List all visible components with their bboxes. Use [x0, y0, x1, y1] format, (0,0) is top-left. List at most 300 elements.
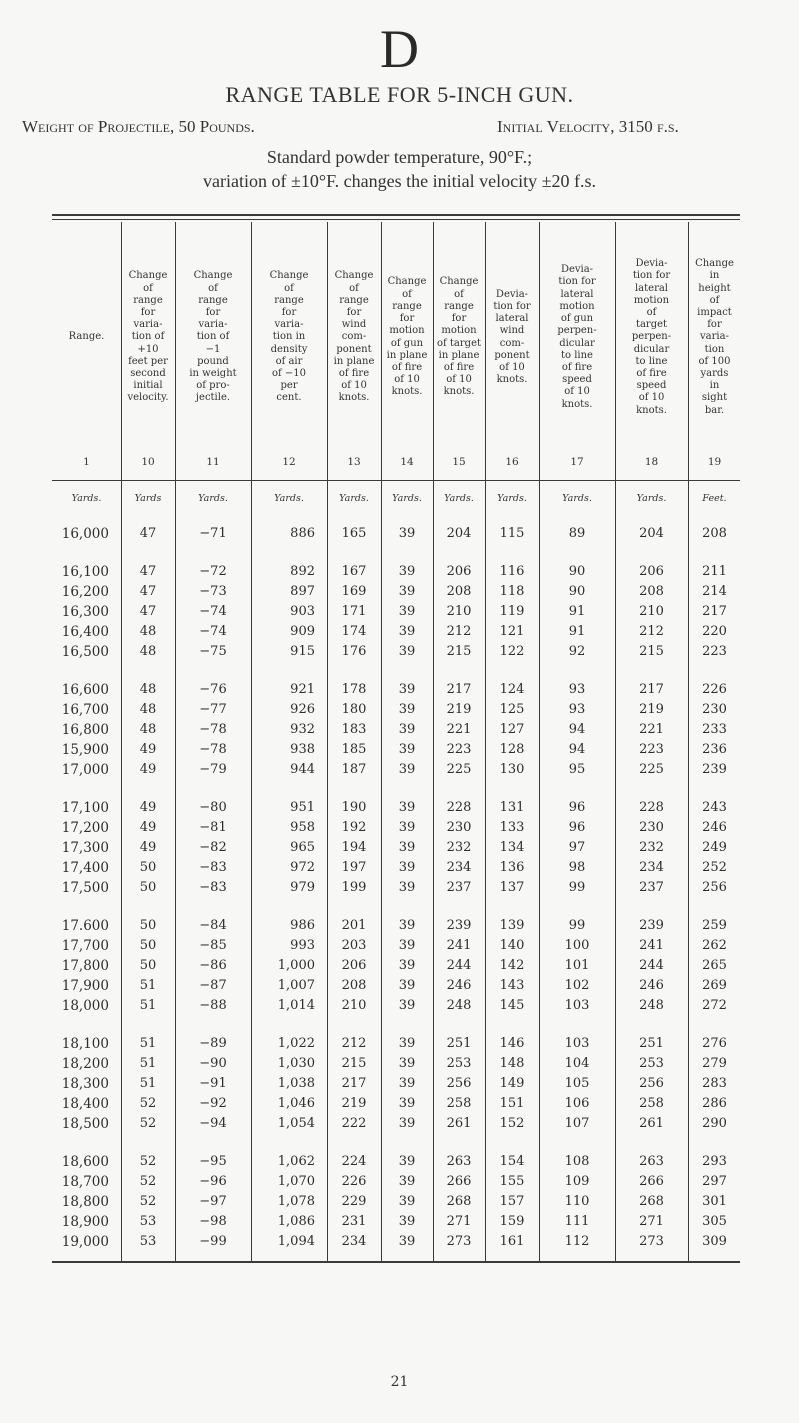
- table-cell: −78: [199, 742, 227, 757]
- column-number: 19: [707, 456, 722, 468]
- table-cell: 39: [398, 722, 416, 737]
- table-cell: 972: [290, 860, 315, 875]
- table-cell: 183: [341, 722, 367, 737]
- table-cell: 203: [341, 938, 367, 953]
- range-cell: 18,000: [61, 998, 109, 1014]
- table-cell: 47: [139, 526, 157, 541]
- velocity-variation-note: variation of ±10°F. changes the initial velocity ±20 f.s.: [203, 171, 596, 191]
- range-cell: 16,000: [61, 526, 109, 542]
- column-number: 12: [282, 456, 296, 468]
- range-cell: 16,700: [61, 702, 109, 718]
- table-cell: 99: [568, 880, 586, 895]
- table-cell: 271: [446, 1214, 472, 1229]
- table-cell: 90: [568, 584, 586, 599]
- table-cell: 122: [499, 644, 525, 659]
- column-header: Change of range for motion of target in plane of fire of 10 knots.: [437, 276, 481, 398]
- table-cell: 47: [139, 564, 157, 579]
- table-cell: 309: [702, 1234, 727, 1249]
- table-cell: 145: [499, 998, 525, 1013]
- table-cell: 50: [139, 938, 157, 953]
- table-cell: 39: [398, 1096, 416, 1111]
- range-cell: 18,600: [61, 1154, 109, 1170]
- table-cell: 167: [341, 564, 367, 579]
- table-cell: 261: [639, 1116, 664, 1131]
- table-cell: 39: [398, 1234, 416, 1249]
- table-cell: 125: [499, 702, 525, 717]
- table-cell: 217: [702, 604, 727, 619]
- table-cell: 47: [139, 584, 157, 599]
- table-cell: 1,086: [277, 1214, 315, 1229]
- table-cell: −84: [199, 918, 227, 933]
- table-cell: 208: [702, 526, 727, 541]
- table-cell: 230: [639, 820, 664, 835]
- table-cell: 217: [341, 1076, 367, 1091]
- table-cell: 50: [139, 958, 157, 973]
- table-cell: 53: [139, 1214, 157, 1229]
- table-cell: 271: [639, 1214, 664, 1229]
- range-cell: 16,800: [61, 722, 109, 738]
- table-cell: 39: [398, 526, 416, 541]
- table-cell: 94: [568, 722, 586, 737]
- table-cell: 39: [398, 880, 416, 895]
- range-cell: 18,700: [61, 1174, 109, 1190]
- table-cell: 226: [702, 682, 727, 697]
- table-cell: 93: [568, 682, 586, 697]
- table-cell: 151: [499, 1096, 525, 1111]
- table-cell: 886: [290, 526, 315, 541]
- table-cell: 236: [702, 742, 727, 757]
- table-cell: 159: [499, 1214, 525, 1229]
- table-cell: 119: [499, 604, 525, 619]
- table-cell: 234: [341, 1234, 367, 1249]
- table-cell: −97: [199, 1194, 227, 1209]
- table-cell: 234: [639, 860, 664, 875]
- table-cell: −98: [199, 1214, 227, 1229]
- table-cell: 293: [702, 1154, 727, 1169]
- table-cell: 96: [568, 800, 586, 815]
- table-cell: 107: [564, 1116, 590, 1131]
- table-cell: 1,070: [277, 1174, 315, 1189]
- table-cell: 248: [446, 998, 472, 1013]
- table-cell: 979: [290, 880, 315, 895]
- table-cell: 39: [398, 998, 416, 1013]
- table-cell: 39: [398, 978, 416, 993]
- range-cell: 19,000: [61, 1234, 109, 1250]
- table-cell: 251: [446, 1036, 472, 1051]
- column-header: Change in height of impact for varia- tion of 100 yards in sight bar.: [695, 258, 734, 416]
- table-cell: 39: [398, 682, 416, 697]
- table-cell: 266: [639, 1174, 664, 1189]
- table-cell: 108: [564, 1154, 590, 1169]
- range-cell: 18,100: [61, 1036, 109, 1052]
- table-cell: 228: [446, 800, 472, 815]
- range-cell: 18,500: [61, 1116, 109, 1132]
- range-cell: 16,500: [61, 644, 109, 660]
- table-cell: −83: [199, 860, 227, 875]
- table-cell: 283: [702, 1076, 727, 1091]
- table-cell: 51: [139, 1076, 157, 1091]
- table-cell: 256: [702, 880, 727, 895]
- table-cell: 237: [446, 880, 472, 895]
- table-cell: 39: [398, 604, 416, 619]
- table-cell: 48: [139, 702, 157, 717]
- table-cell: 39: [398, 624, 416, 639]
- table-cell: 106: [564, 1096, 590, 1111]
- table-cell: −80: [199, 800, 227, 815]
- table-cell: 261: [446, 1116, 472, 1131]
- table-cell: 143: [499, 978, 525, 993]
- range-cell: 17,500: [61, 880, 109, 896]
- table-cell: 39: [398, 742, 416, 757]
- table-cell: 1,000: [277, 958, 315, 973]
- table-cell: 951: [290, 800, 315, 815]
- column-unit: Yards.: [71, 493, 102, 504]
- table-cell: 51: [139, 978, 157, 993]
- range-cell: 17,900: [61, 978, 109, 994]
- table-cell: 251: [639, 1036, 664, 1051]
- table-cell: 219: [446, 702, 472, 717]
- table-cell: 39: [398, 644, 416, 659]
- table-cell: 220: [702, 624, 727, 639]
- table-cell: 148: [499, 1056, 525, 1071]
- table-cell: 246: [702, 820, 727, 835]
- table-cell: 128: [499, 742, 525, 757]
- table-cell: 39: [398, 1214, 416, 1229]
- table-cell: 49: [139, 800, 157, 815]
- column-unit: Yards.: [636, 493, 667, 504]
- table-cell: 139: [499, 918, 525, 933]
- table-cell: −74: [199, 604, 227, 619]
- table-cell: 154: [499, 1154, 525, 1169]
- table-cell: 909: [290, 624, 315, 639]
- table-cell: −94: [199, 1116, 227, 1131]
- table-cell: 958: [290, 820, 315, 835]
- table-cell: −75: [199, 644, 227, 659]
- table-cell: 215: [341, 1056, 367, 1071]
- table-cell: 100: [564, 938, 590, 953]
- range-cell: 17,700: [61, 938, 109, 954]
- range-cell: 16,200: [61, 584, 109, 600]
- table-cell: 130: [499, 762, 525, 777]
- table-cell: 39: [398, 1154, 416, 1169]
- table-cell: 258: [639, 1096, 664, 1111]
- table-cell: 192: [341, 820, 367, 835]
- table-cell: 237: [639, 880, 664, 895]
- table-cell: 131: [499, 800, 525, 815]
- column-unit: Yards.: [339, 493, 369, 504]
- powder-temperature-note: Standard powder temperature, 90°F.;: [266, 147, 533, 167]
- table-cell: 118: [499, 584, 525, 599]
- column-header: Range.: [68, 331, 105, 343]
- column-number: 18: [644, 456, 659, 468]
- table-cell: 986: [290, 918, 315, 933]
- table-cell: 241: [639, 938, 664, 953]
- range-cell: 18,200: [61, 1056, 109, 1072]
- table-cell: 48: [139, 722, 157, 737]
- table-cell: 215: [446, 644, 472, 659]
- table-cell: 49: [139, 820, 157, 835]
- table-cell: 239: [446, 918, 472, 933]
- column-unit: Feet.: [702, 493, 727, 504]
- table-cell: 214: [702, 584, 727, 599]
- table-cell: −91: [199, 1076, 227, 1091]
- table-cell: 225: [639, 762, 664, 777]
- table-cell: 39: [398, 1036, 416, 1051]
- range-cell: 17,200: [61, 820, 109, 836]
- table-cell: 51: [139, 998, 157, 1013]
- table-cell: −86: [199, 958, 227, 973]
- table-cell: 219: [341, 1096, 367, 1111]
- column-header: Devia- tion for lateral motion of gun perpen- dicular to line of fire speed of 10 knots.: [557, 264, 597, 410]
- table-cell: 263: [446, 1154, 472, 1169]
- table-cell: 253: [446, 1056, 472, 1071]
- table-cell: 201: [341, 918, 367, 933]
- table-cell: 48: [139, 624, 157, 639]
- range-cell: 17,800: [61, 958, 109, 974]
- table-cell: 244: [446, 958, 472, 973]
- table-cell: 180: [341, 702, 367, 717]
- table-cell: 176: [341, 644, 367, 659]
- range-cell: 17.600: [61, 918, 109, 934]
- table-cell: 39: [398, 702, 416, 717]
- table-cell: 301: [702, 1194, 727, 1209]
- table-cell: 102: [564, 978, 590, 993]
- table-cell: 239: [639, 918, 664, 933]
- table-cell: 187: [341, 762, 367, 777]
- table-cell: −82: [199, 840, 227, 855]
- column-header: Change of range for varia- tion of +10 feet per second initial velocity.: [127, 270, 169, 404]
- table-cell: 39: [398, 1174, 416, 1189]
- table-cell: 149: [499, 1076, 525, 1091]
- table-cell: −85: [199, 938, 227, 953]
- table-cell: −74: [199, 624, 227, 639]
- column-number: 13: [347, 456, 361, 468]
- table-cell: 39: [398, 564, 416, 579]
- table-cell: 112: [564, 1234, 590, 1249]
- column-unit: Yards.: [444, 493, 474, 504]
- table-cell: 211: [702, 564, 727, 579]
- table-cell: 52: [139, 1116, 157, 1131]
- table-cell: 109: [564, 1174, 590, 1189]
- table-cell: 140: [499, 938, 525, 953]
- table-cell: 127: [499, 722, 525, 737]
- table-cell: 259: [702, 918, 727, 933]
- table-cell: −77: [199, 702, 227, 717]
- table-cell: 273: [446, 1234, 472, 1249]
- column-unit: Yards: [134, 493, 162, 504]
- table-cell: 256: [639, 1076, 664, 1091]
- table-cell: 39: [398, 1194, 416, 1209]
- table-cell: 1,062: [277, 1154, 315, 1169]
- table-cell: 230: [446, 820, 472, 835]
- table-cell: 892: [290, 564, 315, 579]
- table-cell: 225: [446, 762, 472, 777]
- table-cell: 232: [446, 840, 472, 855]
- table-cell: 1,078: [277, 1194, 315, 1209]
- column-unit: Yards.: [198, 493, 228, 504]
- column-number: 1: [83, 456, 90, 468]
- table-cell: 178: [341, 682, 367, 697]
- table-cell: 252: [702, 860, 727, 875]
- column-number: 11: [206, 456, 220, 468]
- table-cell: 233: [702, 722, 727, 737]
- table-cell: 39: [398, 1056, 416, 1071]
- table-cell: 165: [341, 526, 367, 541]
- table-cell: 197: [341, 860, 367, 875]
- table-cell: 210: [446, 604, 472, 619]
- table-cell: 231: [341, 1214, 367, 1229]
- table-cell: 208: [639, 584, 664, 599]
- table-cell: 222: [341, 1116, 367, 1131]
- table-top-rule-inner: [52, 219, 740, 220]
- table-cell: 142: [499, 958, 525, 973]
- column-unit: Yards.: [274, 493, 304, 504]
- table-cell: 52: [139, 1154, 157, 1169]
- table-cell: 133: [499, 820, 525, 835]
- table-cell: 217: [446, 682, 472, 697]
- table-cell: −87: [199, 978, 227, 993]
- table-cell: 137: [499, 880, 525, 895]
- table-cell: 1,022: [277, 1036, 315, 1051]
- table-bottom-rule: [52, 1261, 740, 1263]
- table-cell: 241: [446, 938, 472, 953]
- column-header: Change of range for wind com- ponent in plane of fire of 10 knots.: [333, 270, 375, 404]
- table-cell: 161: [499, 1234, 525, 1249]
- table-cell: 52: [139, 1096, 157, 1111]
- range-cell: 15,900: [61, 742, 109, 758]
- table-cell: 1,007: [277, 978, 315, 993]
- table-cell: 116: [499, 564, 525, 579]
- table-cell: 276: [702, 1036, 727, 1051]
- table-cell: 91: [568, 604, 586, 619]
- range-cell: 16,400: [61, 624, 109, 640]
- table-cell: 272: [702, 998, 727, 1013]
- table-cell: 39: [398, 860, 416, 875]
- table-cell: 111: [564, 1214, 590, 1229]
- table-cell: 49: [139, 742, 157, 757]
- table-cell: 50: [139, 860, 157, 875]
- page-title: RANGE TABLE FOR 5-INCH GUN.: [225, 82, 574, 107]
- table-cell: −95: [199, 1154, 227, 1169]
- table-cell: 91: [568, 624, 586, 639]
- table-cell: 152: [499, 1116, 525, 1131]
- table-cell: 39: [398, 1076, 416, 1091]
- table-cell: 115: [499, 526, 525, 541]
- table-cell: 39: [398, 800, 416, 815]
- initial-velocity: Initial Velocity, 3150 f.s.: [497, 117, 679, 136]
- table-cell: 171: [341, 604, 367, 619]
- table-cell: 1,030: [277, 1056, 315, 1071]
- table-cell: 932: [290, 722, 315, 737]
- column-unit: Yards.: [562, 493, 592, 504]
- table-cell: 266: [446, 1174, 472, 1189]
- range-cell: 17,400: [61, 860, 109, 876]
- range-cell: 18,900: [61, 1214, 109, 1230]
- appendix-letter: D: [380, 19, 419, 79]
- column-number: 14: [400, 456, 414, 468]
- table-cell: 53: [139, 1234, 157, 1249]
- table-cell: 1,046: [277, 1096, 315, 1111]
- table-cell: 39: [398, 820, 416, 835]
- column-header: Change of range for varia- tion in density of air of −10 per cent.: [269, 270, 309, 404]
- table-cell: 965: [290, 840, 315, 855]
- table-cell: 39: [398, 918, 416, 933]
- table-cell: −78: [199, 722, 227, 737]
- table-cell: 155: [499, 1174, 525, 1189]
- table-cell: 39: [398, 840, 416, 855]
- table-cell: 269: [702, 978, 727, 993]
- projectile-weight: Weight of Projectile, 50 Pounds.: [22, 117, 255, 136]
- table-cell: 90: [568, 564, 586, 579]
- table-cell: 253: [639, 1056, 664, 1071]
- table-cell: 268: [446, 1194, 472, 1209]
- column-number: 17: [570, 456, 584, 468]
- table-cell: −71: [199, 526, 227, 541]
- column-header: Change of range for varia- tion of −1 pound in weight of pro- jectile.: [189, 270, 237, 404]
- range-cell: 18,400: [61, 1096, 109, 1112]
- table-cell: 52: [139, 1194, 157, 1209]
- table-cell: 99: [568, 918, 586, 933]
- table-cell: 48: [139, 644, 157, 659]
- table-cell: −90: [199, 1056, 227, 1071]
- table-cell: 103: [564, 1036, 590, 1051]
- table-cell: −76: [199, 682, 227, 697]
- table-cell: 938: [290, 742, 315, 757]
- table-cell: 221: [446, 722, 472, 737]
- table-cell: 215: [639, 644, 664, 659]
- table-cell: 268: [639, 1194, 664, 1209]
- table-cell: 903: [290, 604, 315, 619]
- table-cell: 262: [702, 938, 727, 953]
- range-cell: 16,600: [61, 682, 109, 698]
- table-cell: 95: [568, 762, 586, 777]
- table-cell: 94: [568, 742, 586, 757]
- table-cell: 190: [341, 800, 367, 815]
- range-cell: 16,300: [61, 604, 109, 620]
- table-cell: 39: [398, 1116, 416, 1131]
- table-cell: 219: [639, 702, 664, 717]
- table-cell: 258: [446, 1096, 472, 1111]
- table-cell: 210: [341, 998, 367, 1013]
- table-cell: 157: [499, 1194, 525, 1209]
- column-number: 16: [505, 456, 519, 468]
- table-cell: −73: [199, 584, 227, 599]
- table-cell: 48: [139, 682, 157, 697]
- table-cell: 926: [290, 702, 315, 717]
- range-cell: 17,300: [61, 840, 109, 856]
- table-cell: 234: [446, 860, 472, 875]
- table-cell: 249: [702, 840, 727, 855]
- table-cell: 92: [568, 644, 586, 659]
- table-cell: 228: [639, 800, 664, 815]
- column-unit: Yards.: [392, 493, 422, 504]
- table-cell: 206: [341, 958, 367, 973]
- table-cell: 206: [639, 564, 664, 579]
- table-cell: 246: [639, 978, 664, 993]
- table-cell: 121: [499, 624, 525, 639]
- table-cell: 39: [398, 958, 416, 973]
- table-cell: 944: [290, 762, 315, 777]
- table-cell: −92: [199, 1096, 227, 1111]
- range-cell: 17,000: [61, 762, 109, 778]
- table-cell: 97: [568, 840, 586, 855]
- table-cell: 217: [639, 682, 664, 697]
- table-cell: 993: [290, 938, 315, 953]
- table-cell: 49: [139, 840, 157, 855]
- table-cell: 49: [139, 762, 157, 777]
- table-cell: 921: [290, 682, 315, 697]
- range-cell: 17,100: [61, 800, 109, 816]
